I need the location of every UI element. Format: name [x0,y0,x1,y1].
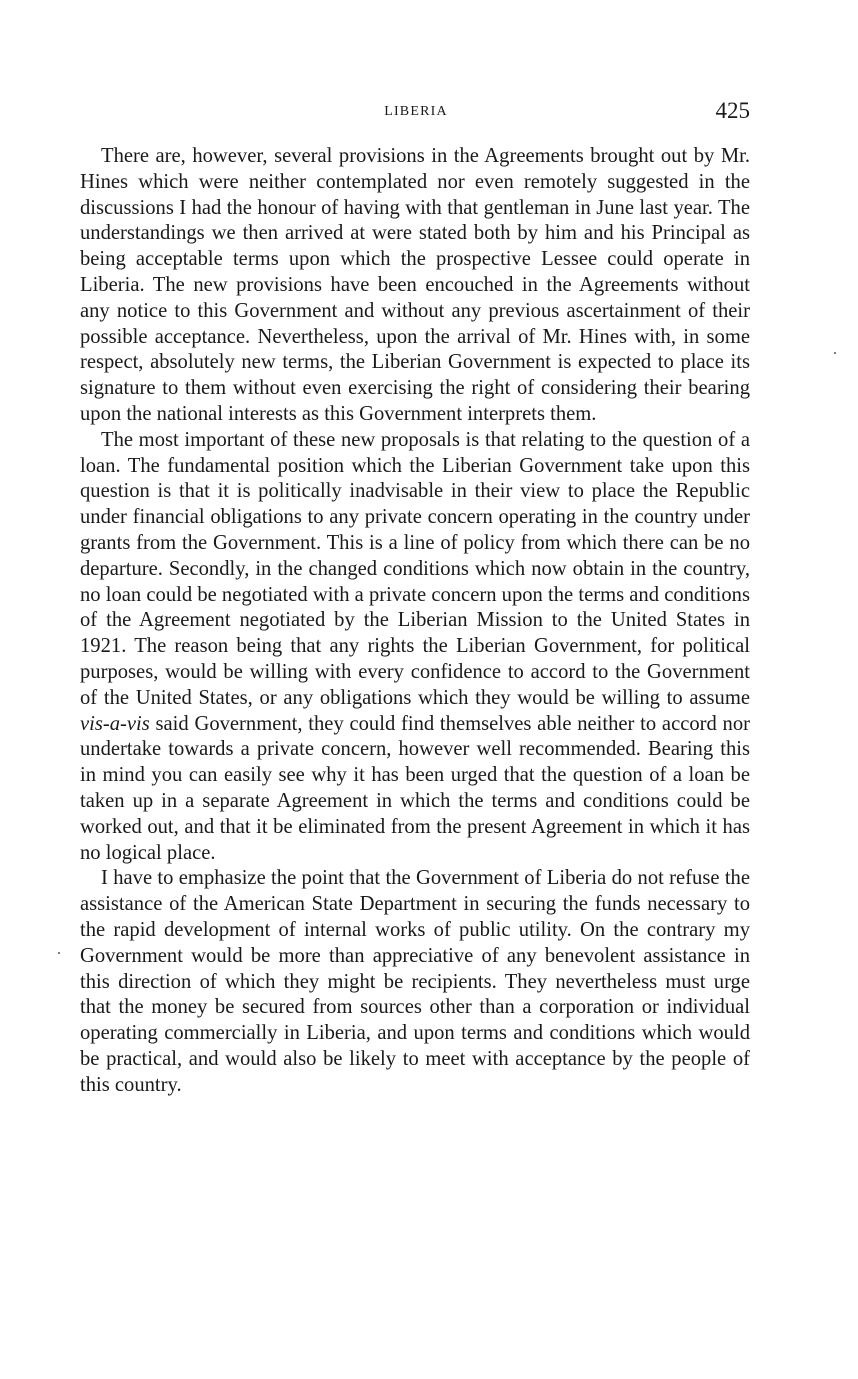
page-header [80,98,752,128]
paragraph-2 [80,428,750,867]
italic-phrase: vis-a-vis [80,712,150,735]
paragraph-3 [80,866,750,1098]
page-number: 425 [715,98,750,123]
paragraph-1 [80,144,750,428]
paragraph-2-text-before: The most important of these new proposals is that relating to the question of a loan. The fundamental position which the Liberian Government take upon this question is that it is politically inadvisable in their view to place the Republic under financial obligations to any private concern operating in the country under grants from the Government. This is a line of policy from which there can be no departure. Secondly, in the changed conditions which now obtain in the country, no loan could be negotiated with a private concern upon the terms and conditions of the Agreement negotiated by the Liberian Mission to the United States in 1921. The reason being that any rights the Liberian Government, for political purposes, would be willing with every confidence to accord to the Government of the United States, or any obligations which they would be willing to assume [80,428,750,709]
margin-speck-right [834,352,836,354]
paragraph-2-text-after: said Government, they could find themselves able neither to accord nor undertake towards a private concern, however well recommended. Bearing this in mind you can easily see why it has been urged that the question of a loan be taken up in a separate Agreement in which the terms and conditions could be worked out, and that it be eliminated from the present Agreement in which it has no logical place. [80,712,751,864]
margin-speck-left [58,952,60,954]
paragraph-3-text: I have to emphasize the point that the Government of Liberia do not refuse the assistance of the American State Department in securing the funds necessary to the rapid development of internal works of public utility. On the contrary my Government would be more than appreciative of any benevolent assistance in this direction of which they might be recipients. They nevertheless must urge that the money be secured from sources other than a corporation or individual operating commercially in Liberia, and upon terms and conditions which would be practical, and would also be likely to meet with acceptance by the people of this country. [80,867,750,1096]
paragraph-1-text: There are, however, several provisions in the Agreements brought out by Mr. Hines which were neither contemplated nor even remotely suggested in the discussions I had the honour of having with that gentleman in June last year. The understandings we then arrived at were stated both by him and his Principal as being acceptable terms upon which the prospective Lessee could operate in Liberia. The new provisions have been encouched in the Agreements without any notice to this Government and without any previous ascertainment of their possible acceptance. Nevertheless, upon the arrival of Mr. Hines with, in some respect, absolutely new terms, the Liberian Government is expected to place its signature to them without even exercising the right of considering their bearing upon the national interests as this Government interprets them. [80,145,750,425]
body-text [80,144,750,1098]
running-head: LIBERIA [384,104,448,119]
